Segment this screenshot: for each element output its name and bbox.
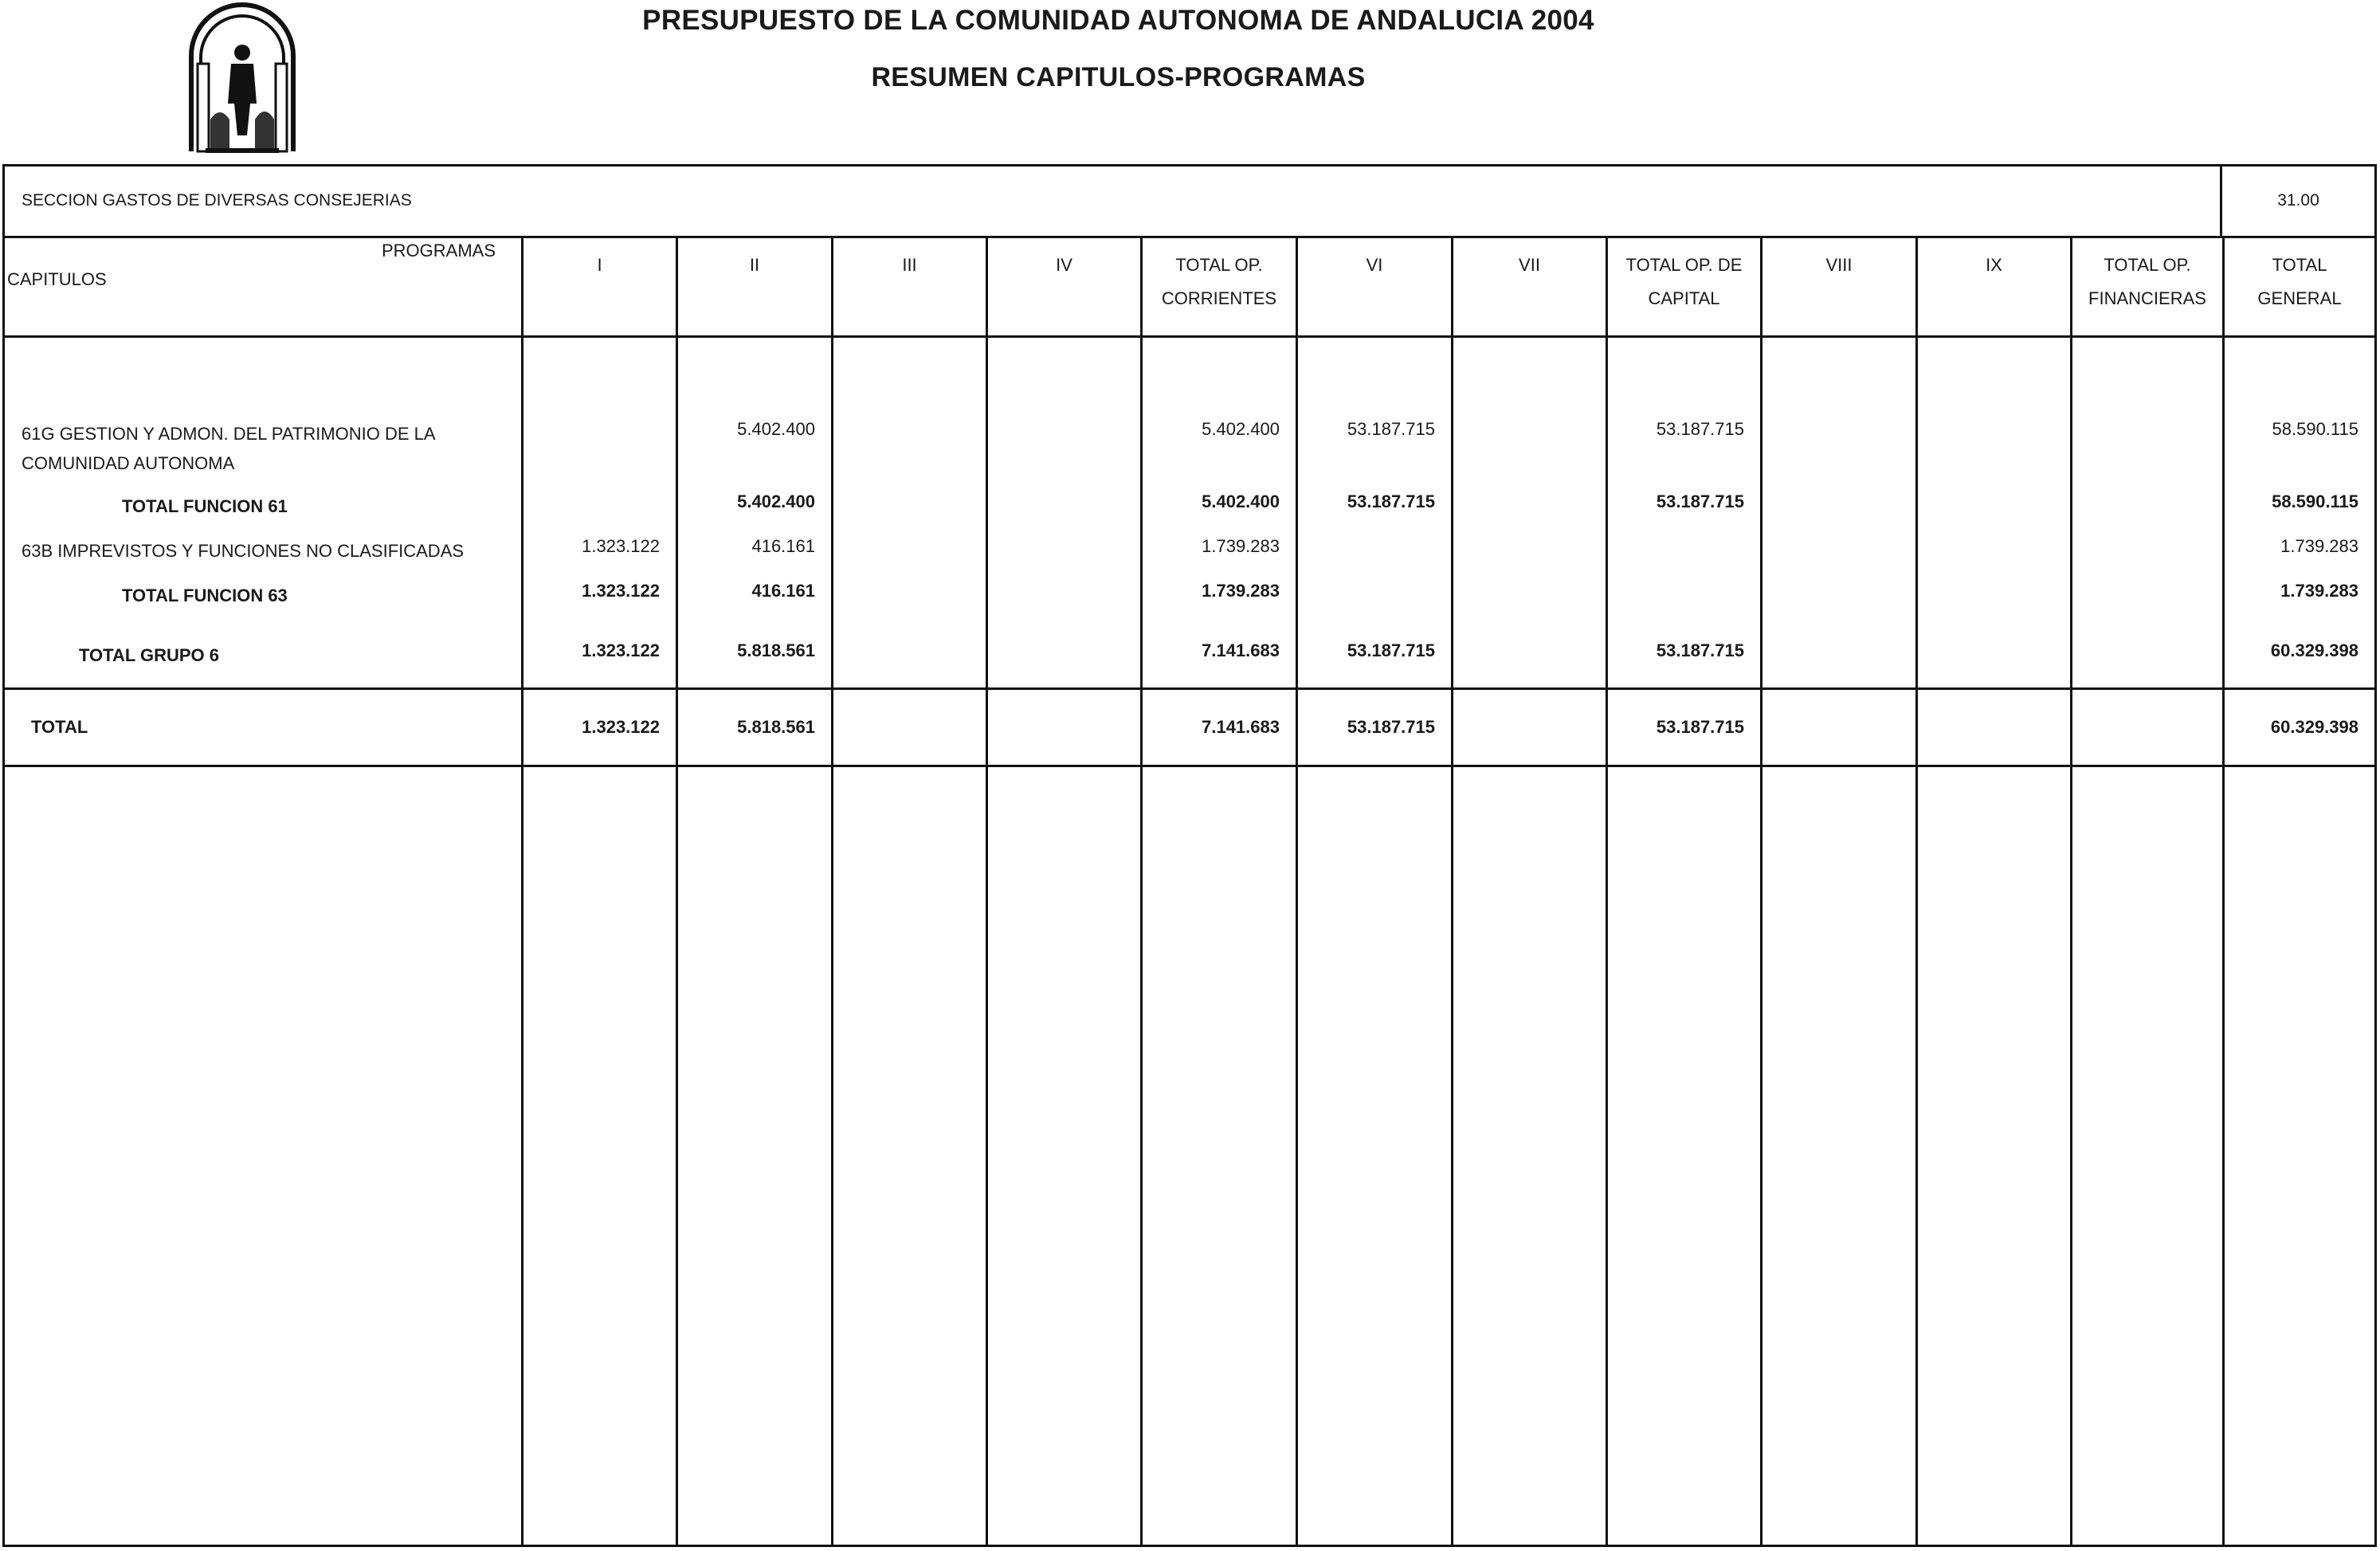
column-header: I [597,255,602,275]
column-divider [1760,236,1762,1547]
column-header: II [749,255,760,275]
table-cell: 416.161 [751,581,815,601]
column-divider [2070,236,2072,1547]
document-subtitle: RESUMEN CAPITULOS-PROGRAMAS [871,62,1366,92]
column-header: TOTAL [2272,255,2327,275]
table-cell: 5.402.400 [1202,419,1280,439]
table-cell: 5.818.561 [737,640,815,660]
table-cell: 1.323.122 [582,581,660,601]
column-header: TOTAL OP. [1175,255,1263,275]
column-divider [986,236,988,1547]
column-header: CORRIENTES [1161,288,1277,308]
row-label: COMUNIDAD AUTONOMA [22,453,235,473]
table-cell: 5.402.400 [1202,492,1280,511]
table-cell: 1.323.122 [582,640,660,660]
table-cell: 5.402.400 [737,419,815,439]
column-header: IV [1056,255,1072,275]
row-label: TOTAL FUNCION 63 [122,586,288,605]
table-cell: 1.739.283 [2280,536,2358,556]
total-cell: 53.187.715 [1347,717,1435,737]
table-cell: 7.141.683 [1202,640,1280,660]
column-divider [831,236,833,1547]
total-label: TOTAL [31,717,88,737]
table-cell: 58.590.115 [2272,419,2358,439]
column-header: III [902,255,917,275]
table-cell: 53.187.715 [1656,419,1744,439]
column-header: FINANCIERAS [2088,288,2206,308]
table-cell: 53.187.715 [1347,419,1435,439]
row-label: 63B IMPREVISTOS Y FUNCIONES NO CLASIFICADAS [22,541,465,561]
table-cell: 416.161 [751,536,815,556]
column-header: TOTAL OP. DE [1625,255,1743,275]
table-cell: 1.323.122 [582,536,660,556]
total-cell: 5.818.561 [737,717,815,737]
table-cell: 53.187.715 [1347,640,1435,660]
column-divider [1451,236,1453,1547]
table-cell: 53.187.715 [1347,492,1435,511]
table-cell: 1.739.283 [2280,581,2358,601]
column-header: TOTAL OP. [2104,255,2191,275]
summary-table [2,164,2377,1547]
row-label: TOTAL FUNCION 61 [122,496,288,516]
table-cell: 5.402.400 [737,492,815,511]
total-cell: 53.187.715 [1656,717,1744,737]
column-header: IX [1986,255,2002,275]
table-cell: 53.187.715 [1656,640,1744,660]
section-label: SECCION GASTOS DE DIVERSAS CONSEJERIAS [22,191,412,210]
row-label: 61G GESTION Y ADMON. DEL PATRIMONIO DE LA [22,424,436,444]
document-title: PRESUPUESTO DE LA COMUNIDAD AUTONOMA DE ANDALUCIA 2004 [642,5,1594,36]
total-cell: 7.141.683 [1202,717,1280,737]
column-divider [1915,236,1918,1547]
table-cell: 60.329.398 [2270,640,2358,660]
table-cell: 53.187.715 [1656,492,1744,511]
section-code: 31.00 [2277,191,2319,210]
corner-capitulos: CAPITULOS [7,269,107,289]
column-header: GENERAL [2257,288,2342,308]
column-divider [521,236,523,1547]
column-header: VII [1519,255,1540,275]
column-header: VIII [1825,255,1853,275]
row-label: TOTAL GRUPO 6 [79,645,220,665]
corner-programas: PROGRAMAS [382,241,496,260]
column-header: VI [1366,255,1383,275]
table-cell: 58.590.115 [2272,492,2358,511]
column-header: CAPITAL [1648,288,1720,308]
total-cell: 60.329.398 [2270,717,2358,737]
table-cell: 1.739.283 [1202,536,1280,556]
table-cell: 1.739.283 [1202,581,1280,601]
total-cell: 1.323.122 [582,717,660,737]
